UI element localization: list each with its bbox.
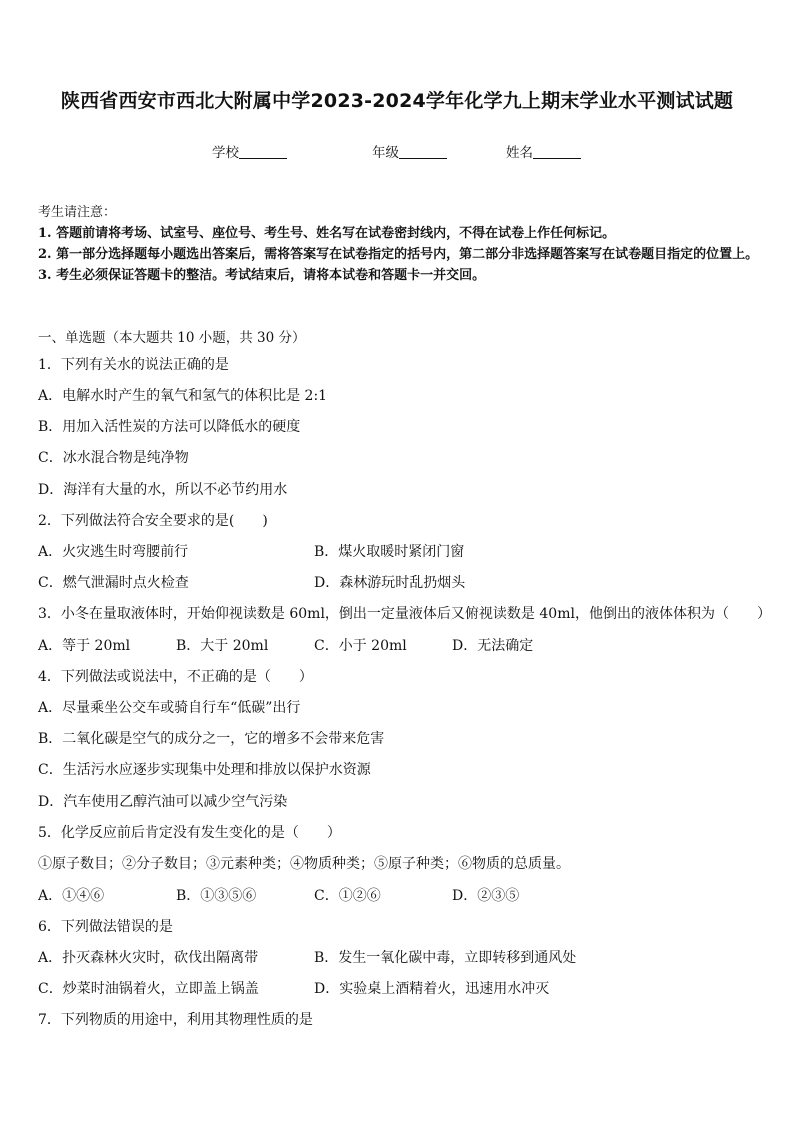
question-option: C．炒菜时油锅着火，立即盖上锅盖 [38, 981, 259, 997]
school-blank [239, 145, 287, 159]
question-option: A．扑灭森林火灾时，砍伐出隔离带 [38, 950, 259, 966]
question-option: D．实验桌上酒精着火，迅速用水冲灭 [314, 981, 550, 997]
question-option: D．②③⑤ [452, 888, 520, 904]
question-stem: 7．下列物质的用途中，利用其物理性质的是 [38, 1012, 313, 1028]
notice-item: 3. 考生必须保证答题卡的整洁。考试结束后，请将本试卷和答题卡一并交回。 [38, 268, 486, 283]
question-option: C．①②⑥ [314, 888, 381, 904]
question-option: D．森林游玩时乱扔烟头 [314, 575, 466, 591]
question-option: B．二氧化碳是空气的成分之一，它的增多不会带来危害 [38, 731, 385, 747]
grade-blank [399, 145, 447, 159]
question-option: B．用加入活性炭的方法可以降低水的硬度 [38, 419, 301, 435]
question-stem: 1．下列有关水的说法正确的是 [38, 357, 229, 373]
school-field [212, 141, 287, 161]
page-title: 陕西省西安市西北大附属中学2023-2024学年化学九上期末学业水平测试试题 [60, 90, 734, 112]
question-extra: ①原子数目；②分子数目；③元素种类；④物质种类；⑤原子种类；⑥物质的总质量。 [38, 856, 570, 872]
question-option: C．小于 20ml [314, 638, 407, 654]
question-stem: 4．下列做法或说法中，不正确的是（ ） [38, 669, 313, 685]
question-stem: 2．下列做法符合安全要求的是( ) [38, 513, 268, 529]
grade-field [372, 141, 447, 161]
exam-notice [38, 202, 760, 286]
question-stem: 3．小冬在量取液体时，开始仰视读数是 60ml，倒出一定量液体后又俯视读数是 40ml，他倒出的液体体积为（ ） [38, 606, 771, 622]
question-option: D．汽车使用乙醇汽油可以减少空气污染 [38, 794, 288, 810]
student-info-row [0, 141, 794, 161]
question-option: C．冰水混合物是纯净物 [38, 450, 189, 466]
name-label: 姓名 [506, 145, 533, 161]
question-option: B．煤火取暖时紧闭门窗 [314, 544, 465, 560]
question-option: A．电解水时产生的氧气和氢气的体积比是 2:1 [38, 388, 328, 404]
question-option: B．①③⑤⑥ [176, 888, 257, 904]
question-stem: 6．下列做法错误的是 [38, 919, 173, 935]
question-option: B．发生一氧化碳中毒，立即转移到通风处 [314, 950, 577, 966]
name-field [506, 141, 581, 161]
section-heading: 一、单选题（本大题共 10 小题，共 30 分） [38, 330, 306, 346]
question-option: A．火灾逃生时弯腰前行 [38, 544, 189, 560]
name-blank [533, 145, 581, 159]
notice-item: 1. 答题前请将考场、试室号、座位号、考生号、姓名写在试卷密封线内，不得在试卷上作任何标记。 [38, 226, 616, 241]
question-option: B．大于 20ml [176, 638, 269, 654]
question-option: D．海洋有大量的水，所以不必节约用水 [38, 482, 288, 498]
notice-item: 2. 第一部分选择题每小题选出答案后，需将答案写在试卷指定的括号内，第二部分非选择题答案写在试卷题目指定的位置上。 [38, 247, 759, 262]
question-option: A．尽量乘坐公交车或骑自行车“低碳”出行 [38, 700, 301, 716]
notice-heading: 考生请注意： [38, 205, 117, 220]
question-option: C．燃气泄漏时点火检查 [38, 575, 189, 591]
question-option: C．生活污水应逐步实现集中处理和排放以保护水资源 [38, 762, 371, 778]
question-option: D．无法确定 [452, 638, 534, 654]
grade-label: 年级 [372, 145, 399, 161]
question-option: A．等于 20ml [38, 638, 131, 654]
question-stem: 5．化学反应前后肯定没有发生变化的是（ ） [38, 825, 341, 841]
school-label: 学校 [212, 145, 239, 161]
question-option: A．①④⑥ [38, 888, 105, 904]
